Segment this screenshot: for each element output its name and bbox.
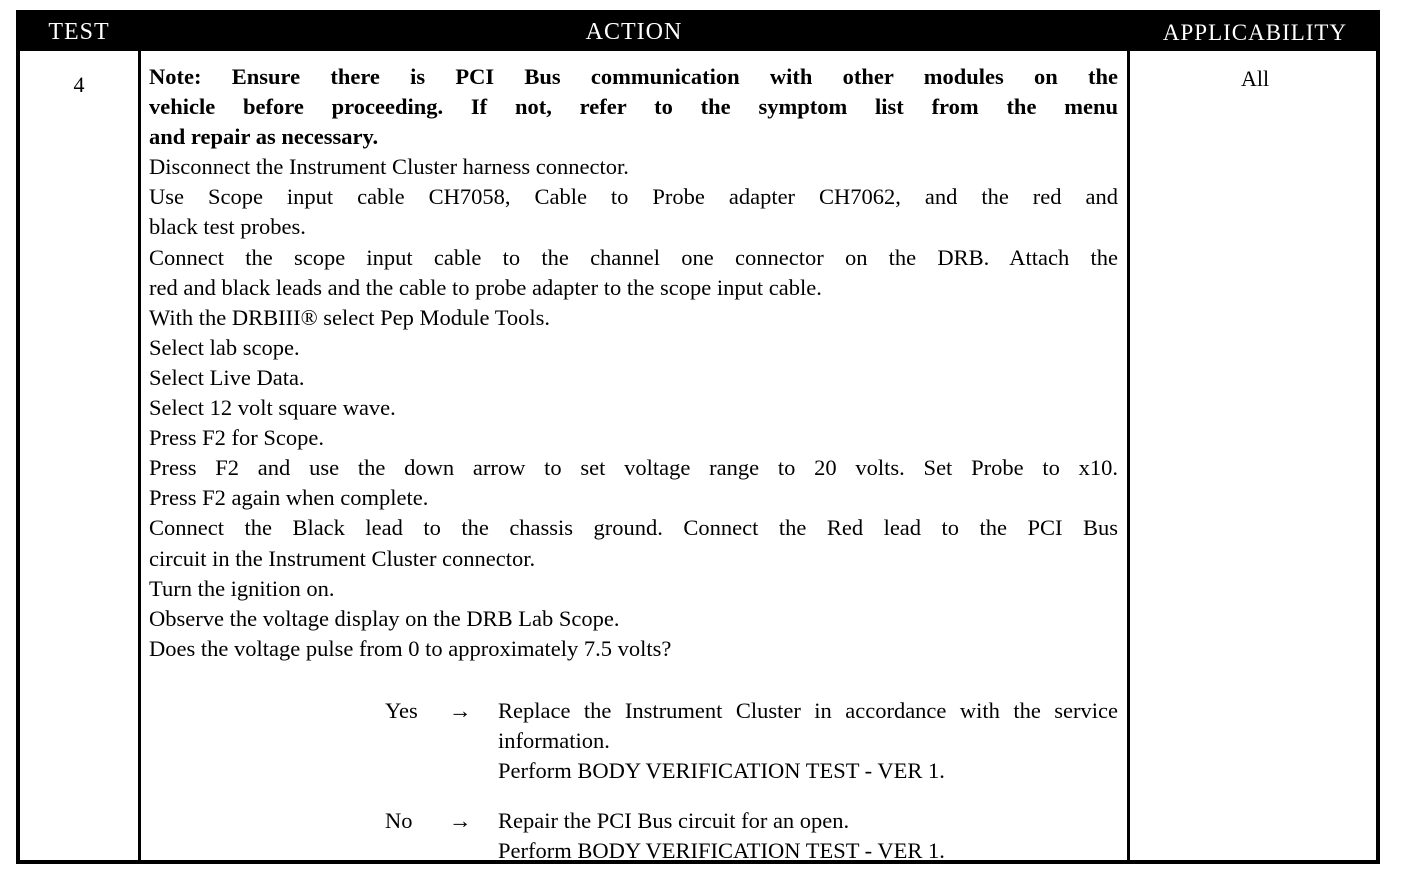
step-line: Connect the scope input cable to the channel one connector on the DRB. Attach the [149,244,1118,270]
step-line: Turn the ignition on. [149,575,335,601]
arrow-right-icon: → [449,808,472,833]
column-divider [138,51,141,860]
arrow-right-icon: → [449,698,472,723]
test-column-header: TEST [48,19,110,45]
test-number: 4 [73,72,85,97]
step-line: Connect the Black lead to the chassis ground. Connect the Red lead to the PCI Bus [149,515,1118,541]
column-divider [1127,51,1130,860]
note-line: Note: Ensure there is PCI Bus communication with other modules on the [149,64,1118,89]
no-label: No [385,808,413,833]
yes-line: Replace the Instrument Cluster in accordance with the service [498,698,1118,723]
step-line: red and black leads and the cable to probe adapter to the scope input cable. [149,274,822,300]
no-line: Perform BODY VERIFICATION TEST - VER 1. [498,838,945,864]
yes-label: Yes [385,698,418,723]
no-line: Repair the PCI Bus circuit for an open. [498,808,850,833]
applicability-column-header: APPLICABILITY [1162,20,1348,45]
note-line: and repair as necessary. [149,124,379,150]
action-cell [149,62,1118,864]
step-line: With the DRBIII® select Pep Module Tools. [149,304,551,330]
note-line: vehicle before proceeding. If not, refer to the symptom list from the menu [149,94,1118,120]
step-line: Use Scope input cable CH7058, Cable to Probe adapter CH7062, and the red and [149,184,1118,210]
yes-line: Perform BODY VERIFICATION TEST - VER 1. [498,758,945,784]
action-column-header: ACTION [585,19,683,45]
step-line: Select 12 volt square wave. [149,395,396,421]
applicability-value: All [1240,66,1270,91]
step-line: Select lab scope. [149,334,300,360]
no-instructions [498,806,1118,866]
step-line: Select Live Data. [149,364,305,390]
yes-line: information. [498,728,610,754]
step-line: Press F2 and use the down arrow to set voltage range to 20 volts. Set Probe to x10. [149,455,1118,481]
step-line: circuit in the Instrument Cluster connector. [149,545,536,571]
diagnostic-table [16,10,1380,864]
table-header-row [20,14,1376,51]
step-line: Does the voltage pulse from 0 to approximately 7.5 volts? [149,635,672,661]
step-line: Press F2 for Scope. [149,425,324,451]
step-line: Disconnect the Instrument Cluster harness connector. [149,154,629,180]
step-line: black test probes. [149,214,306,240]
step-line: Observe the voltage display on the DRB Lab Scope. [149,605,620,631]
step-line: Press F2 again when complete. [149,485,429,511]
yes-instructions [498,696,1118,786]
